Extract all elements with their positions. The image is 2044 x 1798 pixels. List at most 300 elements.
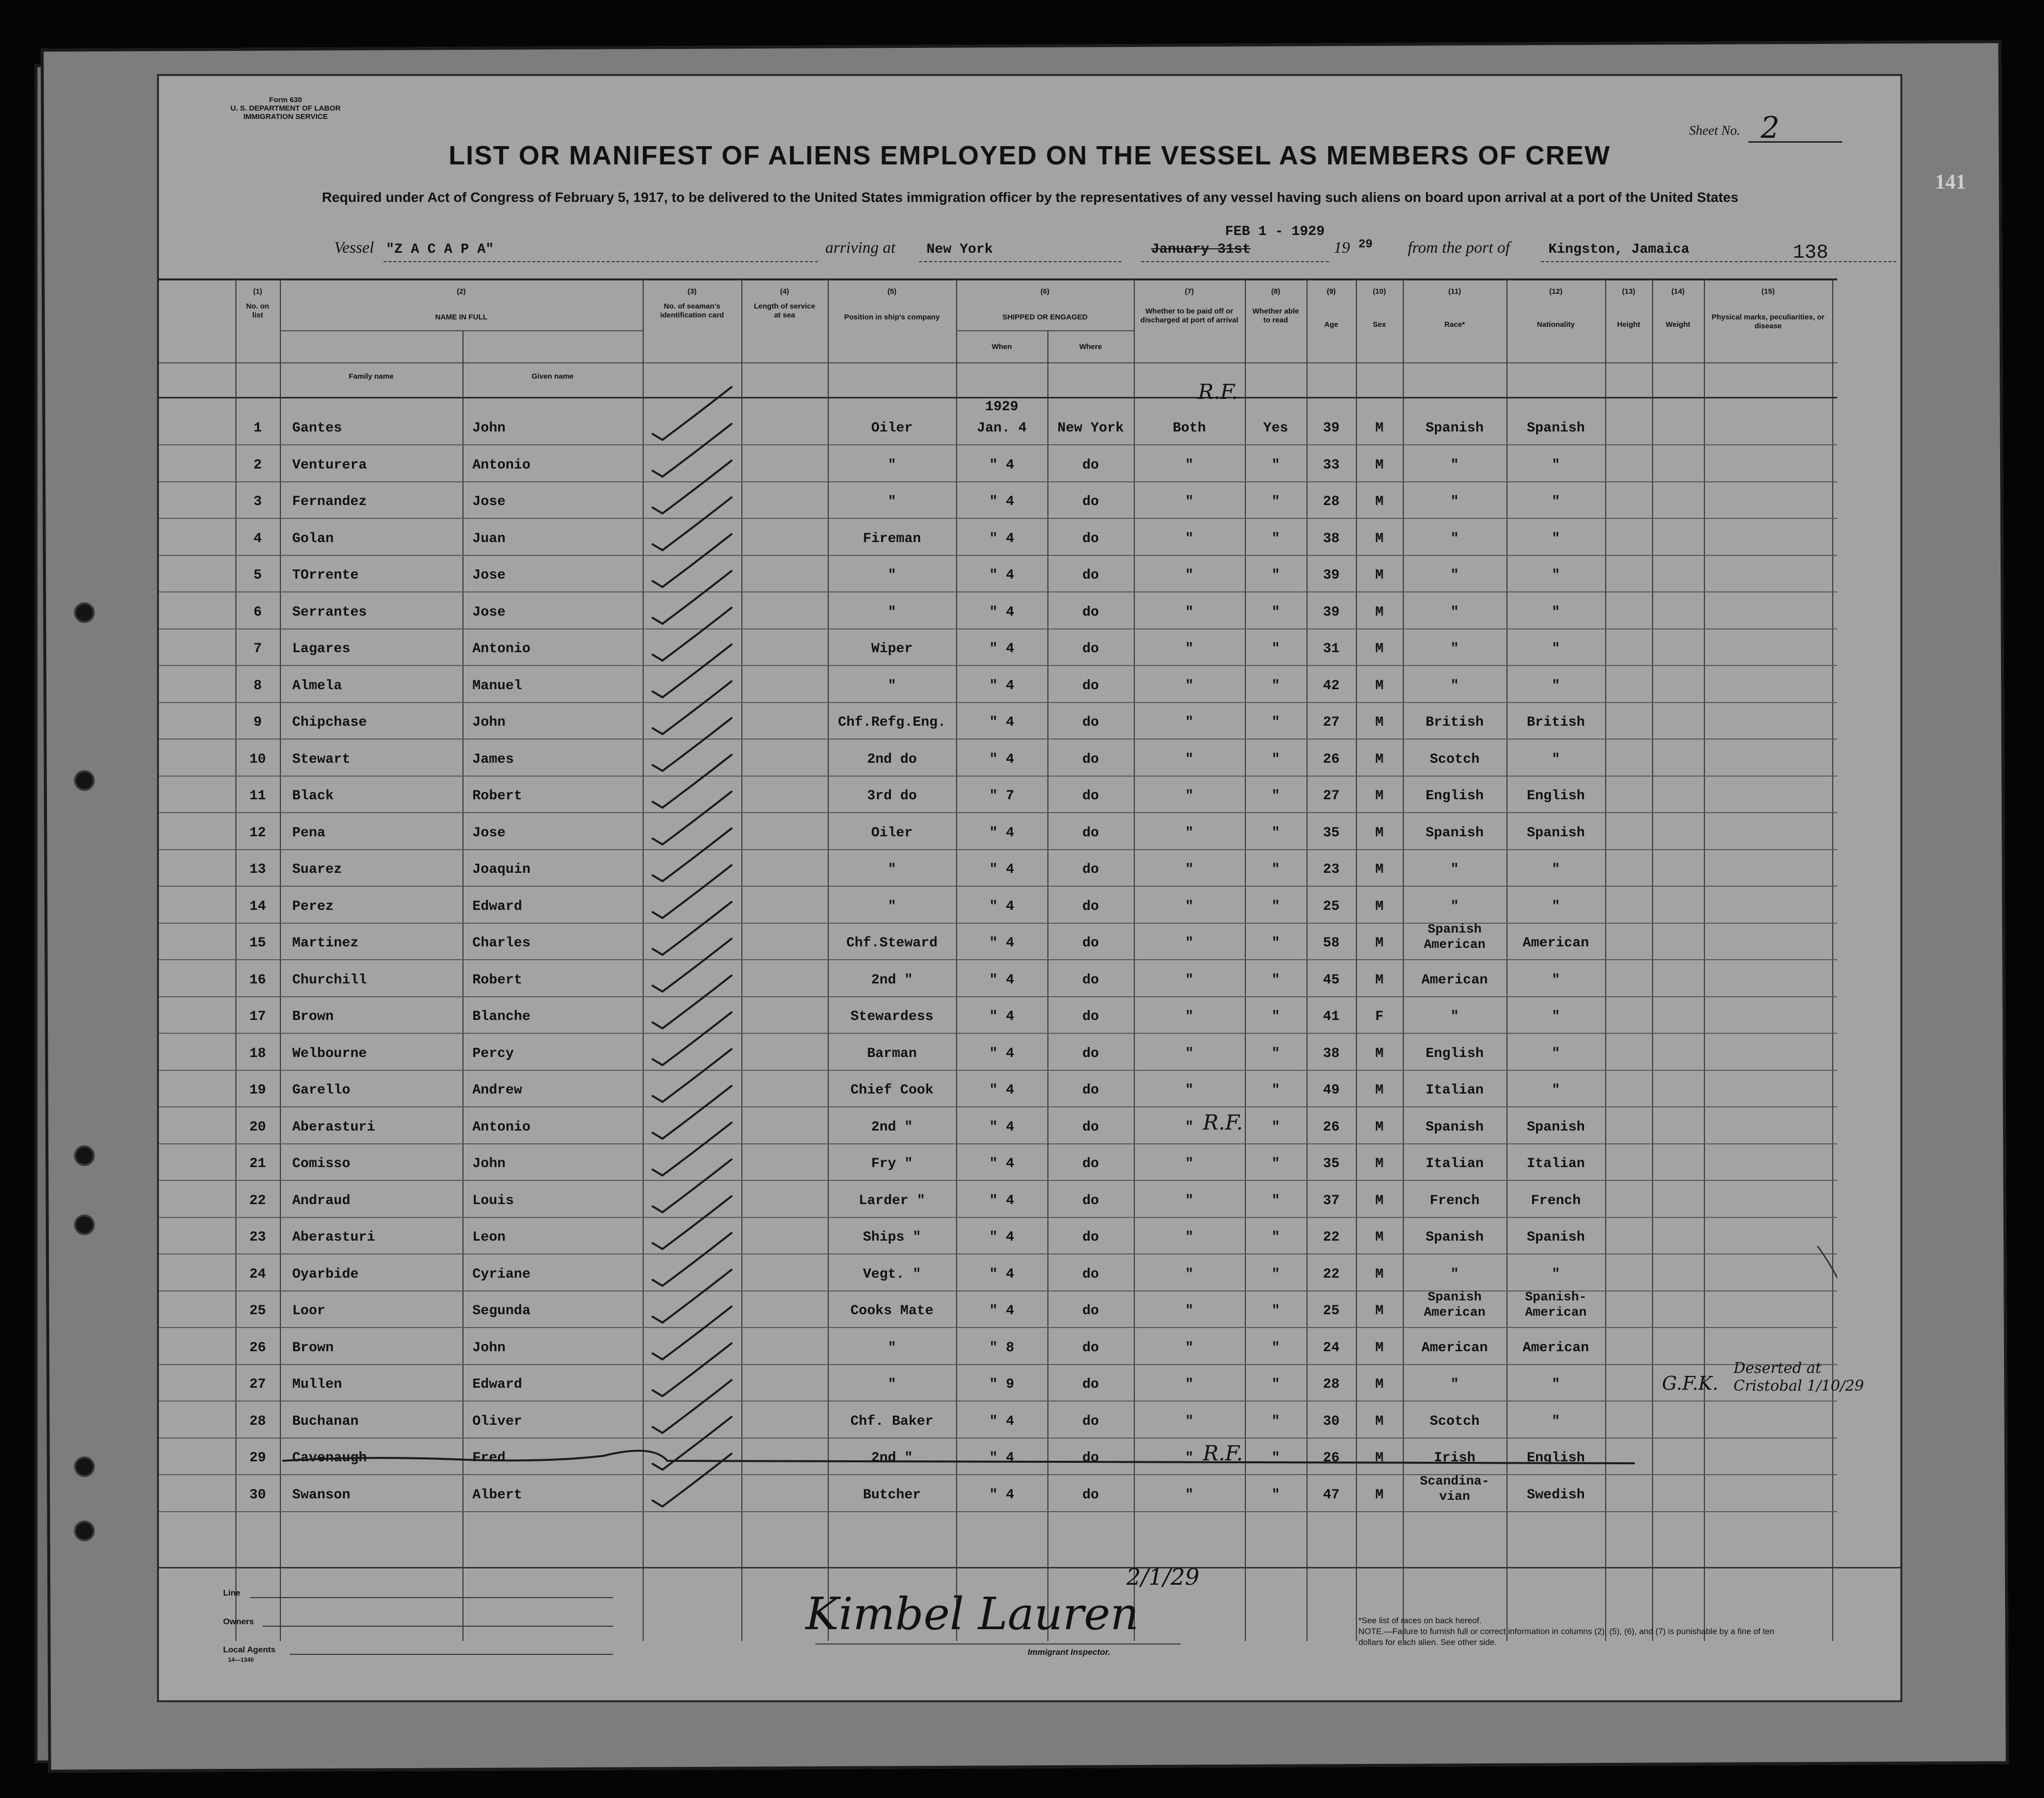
cell-family: Almela — [292, 678, 342, 694]
cell-given: John — [472, 1340, 506, 1356]
cell-when: " 4 — [989, 1046, 1014, 1061]
cell-given: Jose — [472, 568, 506, 583]
cell-where: do — [1082, 1303, 1099, 1319]
cell-family: Golan — [292, 531, 334, 547]
vessel-name: "Z A C A P A" — [386, 242, 494, 257]
cell-sex: M — [1375, 1487, 1384, 1503]
cell-read: " — [1272, 972, 1280, 988]
cell-nationality: Spanish — [1527, 825, 1585, 841]
cell-read: " — [1272, 1009, 1280, 1024]
cell-given: Edward — [472, 1377, 522, 1392]
cell-given: Fred — [472, 1450, 506, 1466]
cell-family: Chipchase — [292, 715, 367, 730]
cell-age: 41 — [1323, 1009, 1340, 1024]
cell-age: 27 — [1323, 788, 1340, 804]
crew-table — [159, 278, 1837, 1641]
punch-hole — [74, 1521, 95, 1541]
note-races: *See list of races on back hereof. — [1358, 1616, 1482, 1625]
col-num-9: (9) — [1326, 287, 1336, 296]
cell-read: " — [1272, 457, 1280, 473]
cell-race: Spanish — [1426, 825, 1484, 841]
cell-no: 30 — [249, 1487, 266, 1503]
cell-nationality: " — [1551, 1377, 1560, 1392]
cell-paid: " — [1185, 715, 1194, 730]
cell-nationality: Italian — [1527, 1156, 1585, 1172]
inspector-label: Immigrant Inspector. — [1028, 1647, 1111, 1657]
cell-sex: M — [1375, 604, 1384, 620]
cell-paid: " — [1185, 788, 1194, 804]
cell-read: " — [1272, 568, 1280, 583]
cell-family: Venturera — [292, 457, 367, 473]
cell-sex: M — [1375, 1046, 1384, 1061]
cell-given: Robert — [472, 788, 522, 804]
cell-no: 5 — [253, 568, 262, 583]
cell-paid: " — [1185, 1266, 1194, 1282]
cell-race: Spanish — [1426, 1230, 1484, 1245]
page-title: LIST OR MANIFEST OF ALIENS EMPLOYED ON THE VESSEL AS MEMBERS OF CREW — [448, 141, 1611, 170]
cell-given: Oliver — [472, 1413, 522, 1429]
cell-no: 26 — [249, 1340, 266, 1356]
col-num-1: (1) — [253, 287, 263, 296]
cell-when: " 4 — [989, 899, 1014, 914]
cell-sex: M — [1375, 1413, 1384, 1429]
cell-family: Loor — [292, 1303, 326, 1319]
cell-given: Robert — [472, 972, 522, 988]
year-suffix: 29 — [1358, 238, 1373, 251]
cell-position: Fireman — [863, 531, 921, 547]
cell-no: 19 — [249, 1083, 266, 1098]
col-num-2: (2) — [457, 287, 466, 296]
header-length-service: Length of service at sea — [754, 302, 815, 319]
cell-given: Percy — [472, 1046, 514, 1061]
cell-no: 10 — [249, 751, 266, 767]
cell-paid: " — [1185, 1303, 1194, 1319]
cell-no: 4 — [253, 531, 262, 547]
cell-age: 39 — [1323, 568, 1340, 583]
cell-position: " — [887, 457, 896, 473]
cell-family: Fernandez — [292, 494, 367, 509]
cell-paid: " — [1185, 568, 1194, 583]
header-race: Race* — [1444, 320, 1465, 329]
cell-position: Chf.Refg.Eng. — [838, 715, 946, 730]
cell-paid: " — [1185, 972, 1194, 988]
cell-given: Louis — [472, 1193, 514, 1209]
cell-position: " — [887, 1377, 896, 1392]
cell-given: Antonio — [472, 457, 531, 473]
cell-where: do — [1082, 715, 1099, 730]
cell-race: Spanish — [1426, 421, 1484, 436]
cell-when: " 4 — [989, 1230, 1014, 1245]
cell-position: 2nd " — [871, 1119, 913, 1135]
cell-nationality: " — [1551, 678, 1560, 694]
header-family-name: Family name — [348, 372, 394, 381]
col-num-15: (15) — [1761, 287, 1775, 296]
cell-sex: M — [1375, 421, 1384, 436]
cell-family: TOrrente — [292, 568, 359, 583]
col-num-4: (4) — [780, 287, 789, 296]
cell-paid: " — [1185, 936, 1194, 951]
cell-age: 28 — [1323, 1377, 1340, 1392]
cell-where: do — [1082, 972, 1099, 988]
form-number: Form 630 — [269, 96, 302, 104]
cell-paid: " — [1185, 1487, 1194, 1503]
cell-where: do — [1082, 568, 1099, 583]
cell-sex: M — [1375, 972, 1384, 988]
cell-where: do — [1082, 899, 1099, 914]
stamped-date: FEB 1 - 1929 — [1225, 224, 1325, 239]
cell-position: Oiler — [871, 421, 913, 436]
vessel-label: Vessel — [334, 239, 374, 257]
cell-race: " — [1450, 1266, 1459, 1282]
cell-sex: M — [1375, 1450, 1384, 1466]
cell-age: 22 — [1323, 1230, 1340, 1245]
cell-position: Chief Cook — [850, 1083, 934, 1098]
cell-no: 25 — [249, 1303, 266, 1319]
arriving-port: New York — [926, 242, 993, 257]
page-number: 141 — [1935, 171, 1966, 194]
cell-read: " — [1272, 715, 1280, 730]
cell-position: Stewardess — [850, 1009, 934, 1024]
cell-where: do — [1082, 1340, 1099, 1356]
cell-where: do — [1082, 1230, 1099, 1245]
when-year: 1929 — [985, 399, 1019, 415]
cell-nationality: American — [1522, 1340, 1589, 1356]
cell-nationality: " — [1551, 862, 1560, 877]
cell-nationality: " — [1551, 568, 1560, 583]
cell-nationality: " — [1551, 1046, 1560, 1061]
cell-given: Jose — [472, 604, 506, 620]
cell-given: John — [472, 715, 506, 730]
cell-sex: M — [1375, 936, 1384, 951]
cell-paid: " — [1185, 1450, 1194, 1466]
cell-sex: M — [1375, 457, 1384, 473]
cell-sex: M — [1375, 1193, 1384, 1209]
cell-given: Jose — [472, 825, 506, 841]
cell-no: 22 — [249, 1193, 266, 1209]
cell-family: Swanson — [292, 1487, 350, 1503]
cell-paid: " — [1185, 751, 1194, 767]
cell-race: Italian — [1426, 1156, 1484, 1172]
cell-position: Wiper — [871, 641, 913, 657]
cell-sex: M — [1375, 1303, 1384, 1319]
cell-when: " 4 — [989, 531, 1014, 547]
department-name: U. S. DEPARTMENT OF LABOR — [231, 104, 341, 113]
cell-position: 2nd " — [871, 972, 913, 988]
header-given-name: Given name — [531, 372, 574, 381]
cell-given: Antonio — [472, 641, 531, 657]
cell-no: 1 — [253, 421, 262, 436]
cell-age: 39 — [1323, 604, 1340, 620]
cell-age: 25 — [1323, 899, 1340, 914]
cell-age: 31 — [1323, 641, 1340, 657]
cell-nationality: " — [1551, 494, 1560, 509]
cell-no: 28 — [249, 1413, 266, 1429]
header-id-card: No. of seaman's identification card — [660, 302, 724, 319]
cell-paid: " — [1185, 1193, 1194, 1209]
cell-nationality: Spanish — [1527, 421, 1585, 436]
cell-read: " — [1272, 936, 1280, 951]
cell-position: Chf. Baker — [850, 1413, 934, 1429]
cell-sex: M — [1375, 1156, 1384, 1172]
cell-where: do — [1082, 604, 1099, 620]
cell-where: do — [1082, 678, 1099, 694]
cell-no: 12 — [249, 825, 266, 841]
cell-when: " 8 — [989, 1340, 1014, 1356]
cell-when: " 4 — [989, 751, 1014, 767]
cell-where: do — [1082, 1009, 1099, 1024]
cell-given: Cyriane — [472, 1266, 531, 1282]
cell-no: 27 — [249, 1377, 266, 1392]
cell-race: Scotch — [1429, 1413, 1480, 1429]
col-num-7: (7) — [1185, 287, 1194, 296]
from-port-label: from the port of — [1408, 239, 1510, 257]
cell-where: do — [1082, 1413, 1099, 1429]
cell-where: do — [1082, 936, 1099, 951]
col-num-13: (13) — [1622, 287, 1635, 296]
footer — [159, 1563, 1900, 1702]
cell-age: 47 — [1323, 1487, 1340, 1503]
cell-age: 42 — [1323, 678, 1340, 694]
sheet-number-label: Sheet No. — [1689, 123, 1740, 138]
cell-race: Scotch — [1429, 751, 1480, 767]
cell-age: 33 — [1323, 457, 1340, 473]
cell-family: Stewart — [292, 751, 350, 767]
header-sex: Sex — [1373, 320, 1386, 329]
cell-sex: M — [1375, 1230, 1384, 1245]
cell-position: " — [887, 494, 896, 509]
cell-sex: M — [1375, 531, 1384, 547]
cell-read: " — [1272, 641, 1280, 657]
cell-sex: M — [1375, 862, 1384, 877]
row-27-initials: G.F.K. — [1662, 1372, 1719, 1394]
cell-read: " — [1272, 1303, 1280, 1319]
cell-family: Aberasturi — [292, 1230, 376, 1245]
cell-when: " 4 — [989, 1009, 1014, 1024]
cell-sex: M — [1375, 641, 1384, 657]
cell-race: " — [1450, 494, 1459, 509]
cell-race: " — [1450, 678, 1459, 694]
header-paid-off: Whether to be paid off or discharged at port of arrival — [1140, 307, 1238, 324]
col-num-14: (14) — [1671, 287, 1685, 296]
cell-paid: " — [1185, 494, 1194, 509]
header-height: Height — [1617, 320, 1640, 329]
cell-read: " — [1272, 1193, 1280, 1209]
cell-given: John — [472, 1156, 506, 1172]
cell-when: " 4 — [989, 568, 1014, 583]
cell-read: " — [1272, 1487, 1280, 1503]
cell-race: English — [1426, 788, 1484, 804]
cell-family: Oyarbide — [292, 1266, 359, 1282]
cell-where: do — [1082, 825, 1099, 841]
cell-age: 26 — [1323, 1450, 1340, 1466]
cell-position: " — [887, 899, 896, 914]
cell-nationality: French — [1531, 1193, 1581, 1209]
cell-family: Pena — [292, 825, 326, 841]
form-code: 14—1340 — [228, 1656, 254, 1663]
cell-family: Martinez — [292, 936, 359, 951]
cell-where: do — [1082, 1083, 1099, 1098]
page-subtitle: Required under Act of Congress of February 5, 1917, to be delivered to the United States immigration officer by the representatives of any vessel having such aliens on board upon arrival at a port of the United States — [322, 190, 1738, 205]
year-prefix: 19 — [1334, 239, 1350, 257]
bracket-mark — [1817, 1246, 1837, 1461]
cell-no: 20 — [249, 1119, 266, 1135]
cell-sex: M — [1375, 715, 1384, 730]
cell-age: 45 — [1323, 972, 1340, 988]
cell-race: " — [1450, 899, 1459, 914]
header-physical: Physical marks, peculiarities, or disease — [1711, 313, 1825, 330]
cell-nationality: Spanish- American — [1525, 1290, 1587, 1320]
cell-paid: " — [1185, 1230, 1194, 1245]
cell-family: Serrantes — [292, 604, 367, 620]
cell-race: Spanish American — [1424, 1290, 1486, 1320]
cell-family: Andraud — [292, 1193, 350, 1209]
cell-where: do — [1082, 1193, 1099, 1209]
cell-race: Irish — [1433, 1450, 1475, 1466]
cell-read: " — [1272, 604, 1280, 620]
row-27-strike-line — [282, 1451, 1635, 1463]
cell-given: Jose — [472, 494, 506, 509]
from-port: Kingston, Jamaica — [1548, 242, 1690, 257]
cell-age: 37 — [1323, 1193, 1340, 1209]
cell-age: 28 — [1323, 494, 1340, 509]
cell-read: " — [1272, 1046, 1280, 1061]
cell-family: Buchanan — [292, 1413, 359, 1429]
cell-age: 38 — [1323, 1046, 1340, 1061]
cell-sex: M — [1375, 568, 1384, 583]
cell-nationality: English — [1527, 788, 1585, 804]
cell-age: 25 — [1323, 1303, 1340, 1319]
cell-race: Scandina- vian — [1420, 1473, 1490, 1504]
cell-when: " 4 — [989, 1450, 1014, 1466]
cell-race: Italian — [1426, 1083, 1484, 1098]
cell-race: American — [1421, 972, 1488, 988]
struck-date: January 31st — [1151, 242, 1251, 257]
cell-position: Oiler — [871, 825, 913, 841]
cell-race: " — [1450, 568, 1459, 583]
cell-nationality: " — [1551, 899, 1560, 914]
cell-when: " 4 — [989, 715, 1014, 730]
manifest-sheet — [157, 74, 1902, 1702]
footnotes — [1358, 1615, 1788, 1648]
service-name: IMMIGRATION SERVICE — [243, 113, 328, 121]
cell-read: " — [1272, 494, 1280, 509]
cell-read: " — [1272, 788, 1280, 804]
cell-no: 24 — [249, 1266, 266, 1282]
cell-when: " 4 — [989, 494, 1014, 509]
col-num-3: (3) — [687, 287, 697, 296]
punch-hole — [74, 1145, 95, 1166]
line-label: Line — [223, 1588, 240, 1598]
cell-read: " — [1272, 862, 1280, 877]
cell-race: " — [1450, 862, 1459, 877]
cell-family: Brown — [292, 1009, 334, 1024]
cell-position: " — [887, 1340, 896, 1356]
cell-family: Perez — [292, 899, 334, 914]
form-header — [231, 96, 341, 121]
cell-given: Blanche — [472, 1009, 531, 1024]
punch-hole — [74, 770, 95, 791]
cell-paid: " — [1185, 457, 1194, 473]
cell-race: " — [1450, 1009, 1459, 1024]
cell-no: 29 — [249, 1450, 266, 1466]
cell-no: 23 — [249, 1230, 266, 1245]
cell-given: Juan — [472, 531, 506, 547]
cell-given: Leon — [472, 1230, 506, 1245]
cell-age: 23 — [1323, 862, 1340, 877]
cell-no: 18 — [249, 1046, 266, 1061]
cell-position: Butcher — [863, 1487, 921, 1503]
arriving-label: arriving at — [825, 239, 896, 257]
cell-race: " — [1450, 457, 1459, 473]
cell-given: Joaquin — [472, 862, 531, 877]
cell-nationality: " — [1551, 457, 1560, 473]
cell-given: John — [472, 421, 506, 436]
cell-nationality: " — [1551, 604, 1560, 620]
cell-no: 7 — [253, 641, 262, 657]
cell-read: " — [1272, 1083, 1280, 1098]
cell-no: 14 — [249, 899, 266, 914]
cell-family: Cavenaugh — [292, 1450, 367, 1466]
cell-read: " — [1272, 1340, 1280, 1356]
cell-race: " — [1450, 1377, 1459, 1392]
cell-family: Comisso — [292, 1156, 350, 1172]
cell-given: Antonio — [472, 1119, 531, 1135]
cell-paid: " — [1185, 1083, 1194, 1098]
cell-no: 9 — [253, 715, 262, 730]
cell-when: Jan. 4 — [977, 421, 1027, 436]
cell-read: " — [1272, 1450, 1280, 1466]
cell-where: do — [1082, 1377, 1099, 1392]
cell-when: " 4 — [989, 862, 1014, 877]
cell-position: 2nd do — [867, 751, 917, 767]
col-num-10: (10) — [1373, 287, 1386, 296]
cell-race: " — [1450, 641, 1459, 657]
cell-race: " — [1450, 531, 1459, 547]
cell-race: French — [1429, 1193, 1480, 1209]
cell-when: " 4 — [989, 936, 1014, 951]
cell-when: " 9 — [989, 1377, 1014, 1392]
cell-paid: " — [1185, 1009, 1194, 1024]
cell-position: Cooks Mate — [850, 1303, 934, 1319]
cell-nationality: " — [1551, 1266, 1560, 1282]
cell-paid: " — [1185, 641, 1194, 657]
cell-sex: F — [1375, 1009, 1384, 1024]
cell-age: 35 — [1323, 825, 1340, 841]
cell-age: 26 — [1323, 751, 1340, 767]
header-position: Position in ship's company — [844, 313, 940, 321]
cell-paid: " — [1185, 1377, 1194, 1392]
cell-position: " — [887, 604, 896, 620]
cell-position: Barman — [867, 1046, 917, 1061]
cell-read: " — [1272, 1266, 1280, 1282]
cell-when: " 4 — [989, 825, 1014, 841]
cell-read: " — [1272, 1230, 1280, 1245]
cell-position: " — [887, 678, 896, 694]
cell-age: 58 — [1323, 936, 1340, 951]
cell-where: do — [1082, 457, 1099, 473]
header-able-read: Whether able to read — [1252, 307, 1299, 324]
cell-paid: Both — [1172, 421, 1206, 436]
cell-when: " 4 — [989, 1487, 1014, 1503]
cell-when: " 4 — [989, 1193, 1014, 1209]
cell-sex: M — [1375, 899, 1384, 914]
cell-when: " 7 — [989, 788, 1014, 804]
cell-read: " — [1272, 678, 1280, 694]
cell-where: do — [1082, 862, 1099, 877]
cell-where: do — [1082, 1450, 1099, 1466]
handwritten-date: 2/1/29 — [1126, 1563, 1200, 1590]
cell-where: do — [1082, 1156, 1099, 1172]
